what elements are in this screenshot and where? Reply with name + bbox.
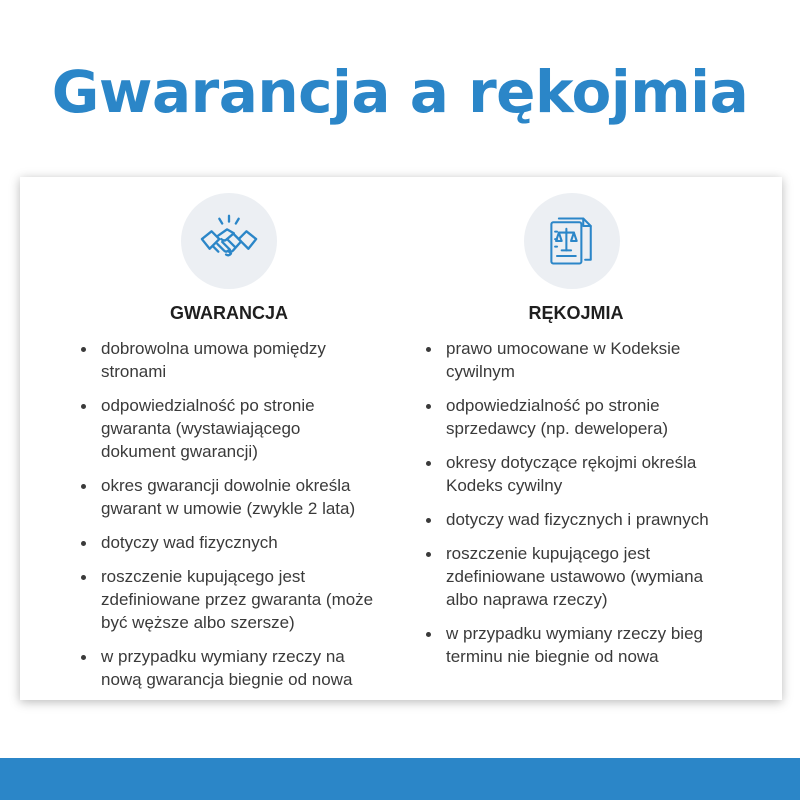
list-item: w przypadku wymiany rzeczy bieg terminu nie biegnie od nowa xyxy=(420,622,720,668)
comparison-card xyxy=(20,177,782,700)
law-document-icon xyxy=(542,211,602,271)
column-heading: RĘKOJMIA xyxy=(528,303,624,323)
icon-badge-rekojmia xyxy=(524,193,620,289)
list-item: roszczenie kupującego jest zdefiniowane przez gwaranta (może być węższe albo szersze) xyxy=(75,565,375,634)
list-item: w przypadku wymiany rzeczy na nową gwarancja biegnie od nowa xyxy=(75,645,375,691)
column-heading: GWARANCJA xyxy=(169,303,288,323)
page-title: Gwarancja a rękojmia xyxy=(51,58,749,126)
list-item: dotyczy wad fizycznych xyxy=(75,531,375,554)
list-item: odpowiedzialność po stronie gwaranta (wystawiającego dokument gwarancji) xyxy=(75,394,375,463)
list-item: odpowiedzialność po stronie sprzedawcy (np. dewelopera) xyxy=(420,394,720,440)
bullet-list xyxy=(420,337,720,679)
list-item: okres gwarancji dowolnie określa gwarant w umowie (zwykle 2 lata) xyxy=(75,474,375,520)
list-item: prawo umocowane w Kodeksie cywilnym xyxy=(420,337,720,383)
list-item: okresy dotyczące rękojmi określa Kodeks cywilny xyxy=(420,451,720,497)
handshake-icon xyxy=(198,210,260,272)
list-item: roszczenie kupującego jest zdefiniowane ustawowo (wymiana albo naprawa rzeczy) xyxy=(420,542,720,611)
bullet-list xyxy=(75,337,375,702)
list-item: dotyczy wad fizycznych i prawnych xyxy=(420,508,720,531)
icon-badge-gwarancja xyxy=(181,193,277,289)
footer-bar xyxy=(0,758,800,800)
list-item: dobrowolna umowa pomiędzy stronami xyxy=(75,337,375,383)
